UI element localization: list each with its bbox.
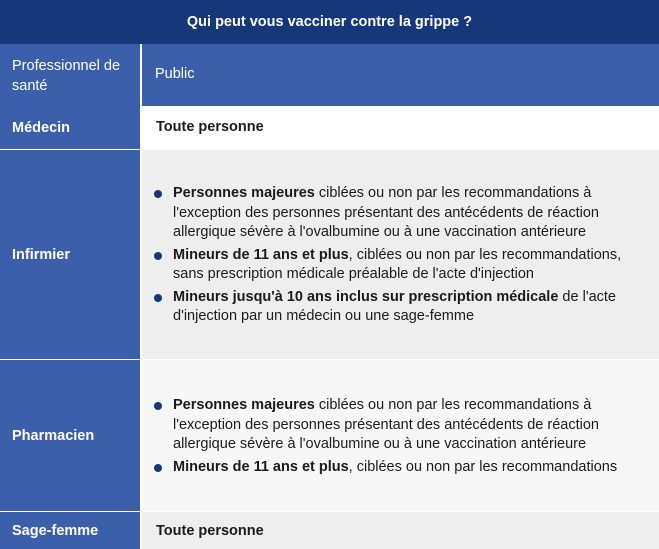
row-label: Sage-femme xyxy=(0,512,140,549)
list-item-bold: Mineurs de 11 ans et plus xyxy=(173,458,349,475)
table-row-sage-femme xyxy=(0,511,659,549)
bullet-list xyxy=(153,396,639,480)
row-content xyxy=(141,150,659,359)
bullet-dot-icon xyxy=(154,190,162,198)
bullet-dot-icon xyxy=(154,402,162,410)
list-item-text: , ciblées ou non par les recommandations, sans prescription médicale préalable de l'acte d'injection xyxy=(173,246,622,282)
row-text: Toute personne xyxy=(156,523,264,539)
bullet-dot-icon xyxy=(154,252,162,260)
list-item xyxy=(153,396,639,455)
list-item xyxy=(153,246,639,285)
list-item-text: de l'acte d'injection par un médecin ou une sage-femme xyxy=(173,288,616,324)
table-title: Qui peut vous vacciner contre la grippe ? xyxy=(0,0,659,44)
list-item-text: , ciblées ou non par les recommandations xyxy=(348,458,618,475)
bullet-list xyxy=(153,184,639,330)
row-text: Toute personne xyxy=(156,119,264,135)
table-row-infirmier xyxy=(0,149,659,359)
table-row-pharmacien xyxy=(0,359,659,511)
table-row-medecin xyxy=(0,106,659,149)
row-content xyxy=(141,512,659,549)
list-item-text: ciblées ou non par les recommandations à l'exception des personnes présentant des antécédents de réaction allergique sévère à l'ovalbumine ou à une vaccination antérieure xyxy=(173,397,599,452)
list-item-text: ciblées ou non par les recommandations à l'exception des personnes présentant des antécédents de réaction allergique sévère à l'ovalbumine ou à une vaccination antérieure xyxy=(173,185,599,240)
list-item xyxy=(153,184,639,243)
list-item-bold: Mineurs jusqu'à 10 ans inclus sur prescription médicale xyxy=(173,288,559,305)
row-content xyxy=(141,106,659,149)
bullet-dot-icon xyxy=(154,294,162,302)
table-header-row xyxy=(0,44,659,106)
header-professional: Professionnel de santé xyxy=(12,58,121,94)
list-item-bold: Mineurs de 11 ans et plus xyxy=(173,246,349,263)
header-public: Public xyxy=(155,66,195,82)
list-item xyxy=(153,288,639,327)
bullet-dot-icon xyxy=(154,464,162,472)
list-item xyxy=(153,458,639,478)
row-content xyxy=(141,360,659,511)
row-label: Médecin xyxy=(0,106,140,149)
row-label: Pharmacien xyxy=(0,360,140,511)
list-item-bold: Personnes majeures xyxy=(173,397,315,413)
column-divider xyxy=(140,44,142,549)
row-label: Infirmier xyxy=(0,150,140,359)
list-item-bold: Personnes majeures xyxy=(173,185,315,201)
